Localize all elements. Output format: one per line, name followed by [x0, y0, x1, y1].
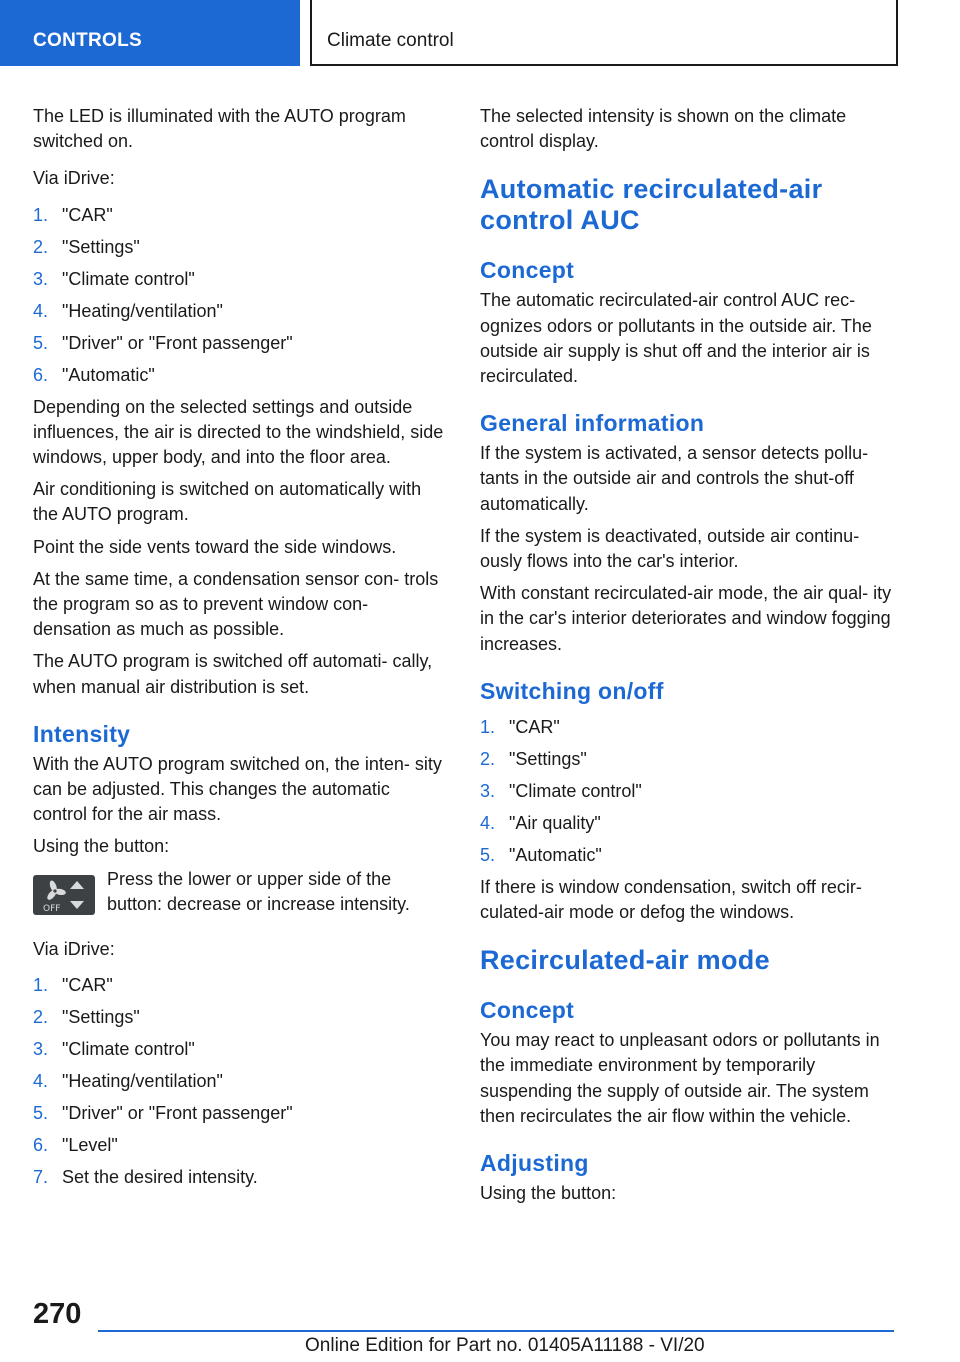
recirculated-air-heading: Recirculated-air mode — [480, 945, 770, 976]
list-item — [33, 1129, 448, 1161]
idrive-steps-air-quality — [480, 711, 900, 871]
intensity-heading: Intensity — [33, 720, 131, 747]
step-text: Set the desired intensity. — [62, 1166, 258, 1187]
body-paragraph: At the same time, a condensation sensor con‐ trols the program so as to prevent window con‐ densation as much as possible. — [33, 568, 439, 640]
step-number: 4. — [480, 812, 496, 833]
body-paragraph: Depending on the selected settings and outside influences, the air is directed to the windshield, side windows, upper body, and into the floor area. — [33, 396, 444, 468]
step-number: 6. — [33, 364, 49, 385]
step-text: "Driver" or "Front passenger" — [62, 332, 293, 353]
concept-paragraph: You may react to unpleasant odors or pollutants in the immediate environment by temporarily suspending the supply of outside air. The system then recirculates the air flow within the vehicle. — [480, 1030, 880, 1126]
list-item — [480, 775, 900, 807]
using-button-label: Using the button: — [480, 1183, 617, 1204]
concept-heading: Concept — [480, 997, 575, 1024]
using-button-label: Using the button: — [33, 836, 170, 857]
step-text: "Settings" — [62, 1006, 140, 1027]
step-number: 3. — [33, 268, 49, 289]
button-instruction-text: Press the lower or upper side of the button: decrease or increase intensity. — [107, 868, 410, 914]
body-paragraph: With constant recirculated-air mode, the air qual‐ ity in the car's interior deteriorates and window fogging increases. — [480, 583, 892, 654]
step-number: 3. — [480, 780, 496, 801]
step-number: 1. — [33, 204, 49, 225]
idrive-steps-auto — [33, 199, 448, 391]
list-item — [33, 263, 448, 295]
list-item — [33, 359, 448, 391]
left-column — [33, 104, 448, 1197]
body-paragraph: If the system is deactivated, outside air continu‐ ously flows into the car's interior. — [480, 525, 860, 572]
step-text: "Settings" — [62, 236, 140, 257]
step-text: "CAR" — [509, 716, 560, 737]
right-column — [480, 104, 900, 1213]
list-item — [33, 327, 448, 359]
concept-heading: Concept — [480, 257, 575, 284]
via-idrive-label: Via iDrive: — [33, 168, 115, 189]
chapter-header — [310, 0, 898, 66]
list-item — [33, 199, 448, 231]
step-text: "Driver" or "Front passenger" — [62, 1102, 293, 1123]
step-number: 1. — [480, 716, 496, 737]
step-text: "Air quality" — [509, 812, 601, 833]
intro-paragraph: The LED is illuminated with the AUTO program switched on. — [33, 106, 406, 152]
list-item — [33, 969, 448, 1001]
step-number: 3. — [33, 1038, 49, 1059]
list-item — [33, 1001, 448, 1033]
list-item — [480, 839, 900, 871]
adjusting-heading: Adjusting — [480, 1150, 589, 1177]
list-item — [480, 743, 900, 775]
step-number: 6. — [33, 1134, 49, 1155]
body-paragraph: If there is window condensation, switch off recir‐ culated-air mode or defog the windows. — [480, 876, 862, 923]
list-item — [33, 231, 448, 263]
section-tab — [0, 0, 300, 66]
list-item — [480, 807, 900, 839]
step-number: 4. — [33, 1070, 49, 1091]
footer-edition: Online Edition for Part no. 01405A11188 - VI/20 — [305, 1335, 705, 1356]
step-number: 5. — [33, 332, 49, 353]
list-item — [33, 1161, 448, 1193]
step-number: 2. — [33, 1006, 49, 1027]
intensity-paragraph: With the AUTO program switched on, the inten‐ sity can be adjusted. This changes the automatic control for the air mass. — [33, 753, 442, 825]
svg-text:OFF: OFF — [43, 903, 61, 914]
body-paragraph: The AUTO program is switched off automati‐ cally, when manual air distribution is set. — [33, 651, 433, 697]
body-paragraph: If the system is activated, a sensor detects pollu‐ tants in the outside air and controls the shut-off automatically. — [480, 443, 869, 514]
step-number: 5. — [480, 844, 496, 865]
idrive-steps-intensity — [33, 969, 448, 1193]
concept-paragraph: The automatic recirculated-air control AUC rec‐ ognizes odors or pollutants in the outside air. The outside air supply is shut off and the interior air is recirculated. — [480, 290, 872, 387]
body-paragraph: Air conditioning is switched on automatically with the AUTO program. — [33, 479, 422, 525]
footer-divider — [98, 1330, 894, 1332]
list-item — [33, 295, 448, 327]
step-number: 1. — [33, 974, 49, 995]
step-number: 5. — [33, 1102, 49, 1123]
page-number: 270 — [33, 1298, 82, 1330]
list-item — [480, 711, 900, 743]
list-item — [33, 1065, 448, 1097]
step-number: 4. — [33, 300, 49, 321]
body-paragraph: Point the side vents toward the side windows. — [33, 536, 397, 557]
step-number: 2. — [33, 236, 49, 257]
step-number: 2. — [480, 748, 496, 769]
step-number: 7. — [33, 1166, 49, 1187]
step-text: "Climate control" — [62, 268, 195, 289]
step-text: "Automatic" — [509, 844, 602, 865]
section-label: CONTROLS — [33, 30, 143, 51]
intro-paragraph: The selected intensity is shown on the climate control display. — [480, 106, 847, 152]
auc-heading: Automatic recirculated-air control AUC — [480, 174, 823, 236]
fan-off-button-icon — [33, 875, 95, 915]
step-text: "Climate control" — [509, 780, 642, 801]
step-text: "Climate control" — [62, 1038, 195, 1059]
step-text: "Heating/ventilation" — [62, 1070, 223, 1091]
via-idrive-label: Via iDrive: — [33, 938, 115, 959]
step-text: "CAR" — [62, 204, 113, 225]
button-instruction — [33, 867, 448, 927]
list-item — [33, 1097, 448, 1129]
list-item — [33, 1033, 448, 1065]
step-text: "Settings" — [509, 748, 587, 769]
step-text: "Level" — [62, 1134, 118, 1155]
chapter-title: Climate control — [327, 30, 454, 51]
general-information-heading: General information — [480, 410, 705, 437]
step-text: "Heating/ventilation" — [62, 300, 223, 321]
step-text: "CAR" — [62, 974, 113, 995]
step-text: "Automatic" — [62, 364, 155, 385]
switching-heading: Switching on/off — [480, 677, 664, 704]
